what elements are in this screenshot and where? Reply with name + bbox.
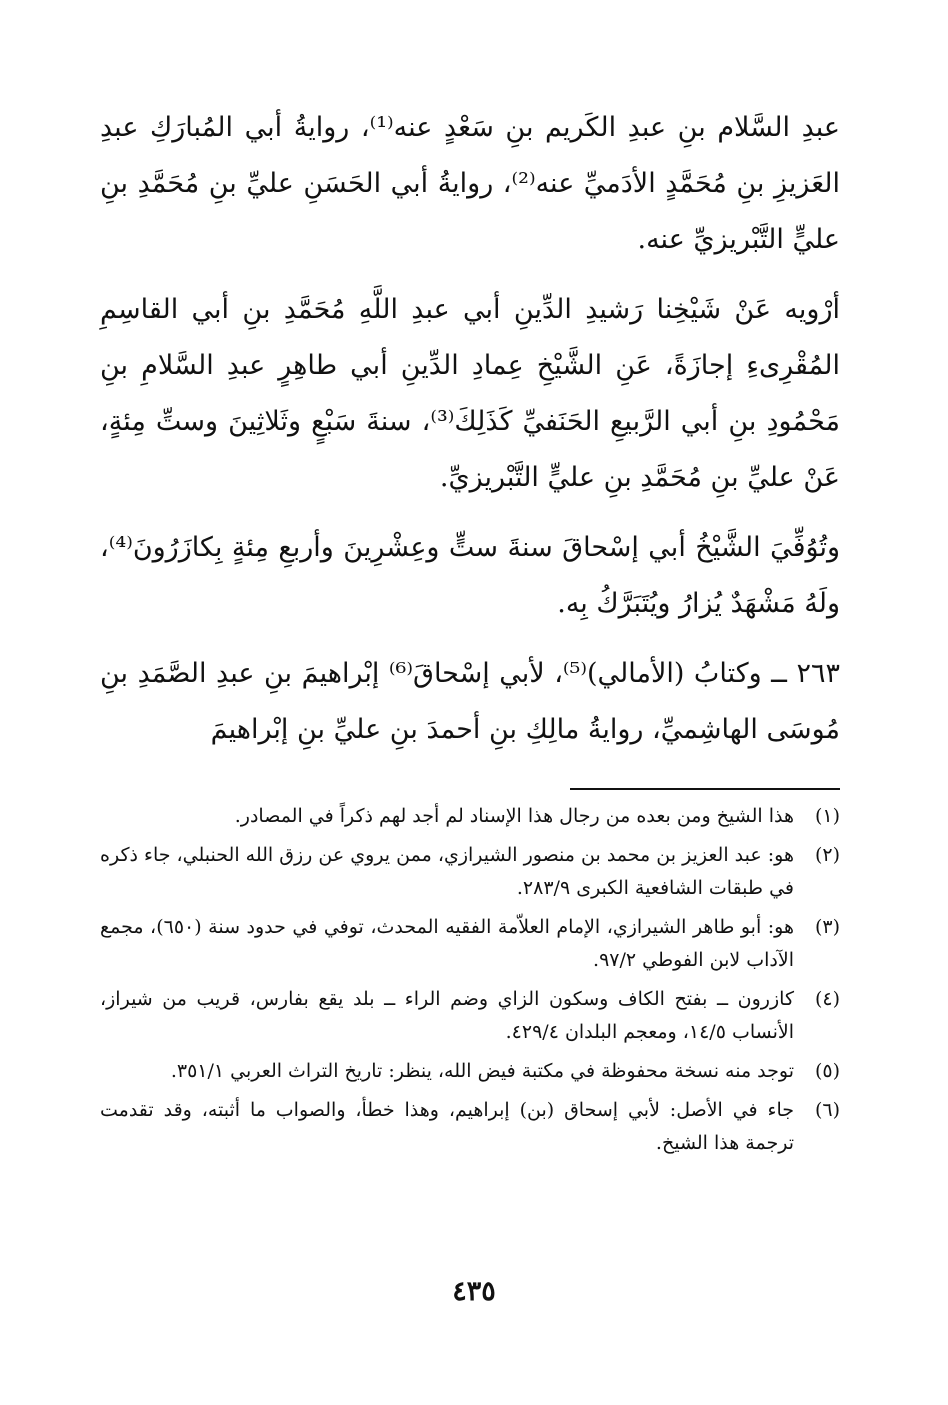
paragraph-1: عبدِ السَّلام بنِ عبدِ الكَريم بنِ سَعْدٍ عنه⁽¹⁾، روايةُ أبي المُبارَكِ عبدِ العَزيزِ بنِ مُحَمَّدٍ الأدَميِّ عنه⁽²⁾، روايةُ أبي الحَسَنِ عليِّ بنِ مُحَمَّدِ بنِ عليٍّ التَّبْريزيِّ عنه. — [100, 112, 841, 255]
footnotes — [100, 800, 840, 1160]
footnote-text: توجد منه نسخة محفوظة في مكتبة فيض الله، ينظر: تاريخ التراث العربي ٣٥١/١. — [170, 1060, 794, 1082]
footnote-text: جاء في الأصل: لأبي إسحاق (بن) إبراهيم، وهذا خطأ، والصواب ما أثبته، وقد تقدمت ترجمة هذا الشيخ. — [100, 1099, 794, 1154]
footnote-text: كازرون ــ بفتح الكاف وسكون الزاي وضم الراء ــ بلد يقع بفارس، قريب من شيراز، الأنساب ١٤/٥، ومعجم البلدان ٤٢٩/٤. — [100, 988, 794, 1043]
footnote-number: (٤) — [814, 988, 840, 1010]
paragraph-2: أرْويه عَنْ شَيْخِنا رَشيدِ الدِّينِ أبي عبدِ اللَّهِ مُحَمَّدِ بنِ أبي القاسِمِ المُقْرِىءِ إجازَةً، عَنِ الشَّيْخِ عِمادِ الدِّينِ أبي طاهِرٍ عبدِ السَّلامِ بنِ مَحْمُودِ بنِ أبي الرَّبيعِ الحَنَفيِّ كَذَلِكَ⁽³⁾، سنةَ سَبْعٍ وثَلاثِينَ وستِّ مِئةٍ، عَنْ عليِّ بنِ مُحَمَّدِ بنِ عليٍّ التَّبْريزيِّ. — [100, 294, 840, 493]
footnote — [100, 1094, 840, 1160]
footnote — [100, 839, 840, 905]
footnote-number: (٢) — [814, 844, 840, 866]
footnote — [100, 1055, 840, 1088]
footnote — [100, 911, 840, 977]
footnote-number: (٦) — [814, 1099, 840, 1121]
footnote-separator — [570, 788, 840, 790]
paragraph-3: وتُوُفِّيَ الشَّيْخُ أبي إسْحاقَ سنةَ ستٍّ وعِشْرِينَ وأربعِ مِئةٍ بِكازَرُونَ⁽⁴⁾، ولَهُ مَشْهَدٌ يُزارُ ويُتَبَرَّكُ بِه. — [100, 532, 840, 619]
footnote — [100, 800, 840, 833]
main-text — [100, 100, 840, 758]
page-content — [100, 100, 840, 1166]
footnote-number: (٣) — [814, 916, 840, 938]
footnote-text: هو: عبد العزيز بن محمد بن منصور الشيرازي، ممن يروي عن رزق الله الحنبلي، جاء ذكره في طبقات الشافعية الكبرى ٢٨٣/٩. — [100, 844, 794, 899]
footnote-number: (١) — [814, 805, 840, 827]
footnote — [100, 983, 840, 1049]
footnote-text: هذا الشيخ ومن بعده من رجال هذا الإسناد لم أجد لهم ذكراً في المصادر. — [234, 805, 794, 827]
paragraph-4: ٢٦٣ ــ وكتابُ (الأمالي)⁽⁵⁾، لأبي إسْحاقَ⁽⁶⁾ إبْراهيمَ بنِ عبدِ الصَّمَدِ بنِ مُوسَى الهاشِميِّ، روايةُ مالِكِ بنِ أحمدَ بنِ عليِّ بنِ إبْراهيمَ — [100, 658, 840, 745]
page-number: ٤٣٥ — [452, 1276, 496, 1307]
footnote-number: (٥) — [814, 1060, 840, 1082]
footnote-text: هو: أبو طاهر الشيرازي، الإمام العلاّمة الفقيه المحدث، توفي في حدود سنة (٦٥٠)، مجمع الآداب لابن الفوطي ٩٧/٢. — [100, 916, 795, 971]
